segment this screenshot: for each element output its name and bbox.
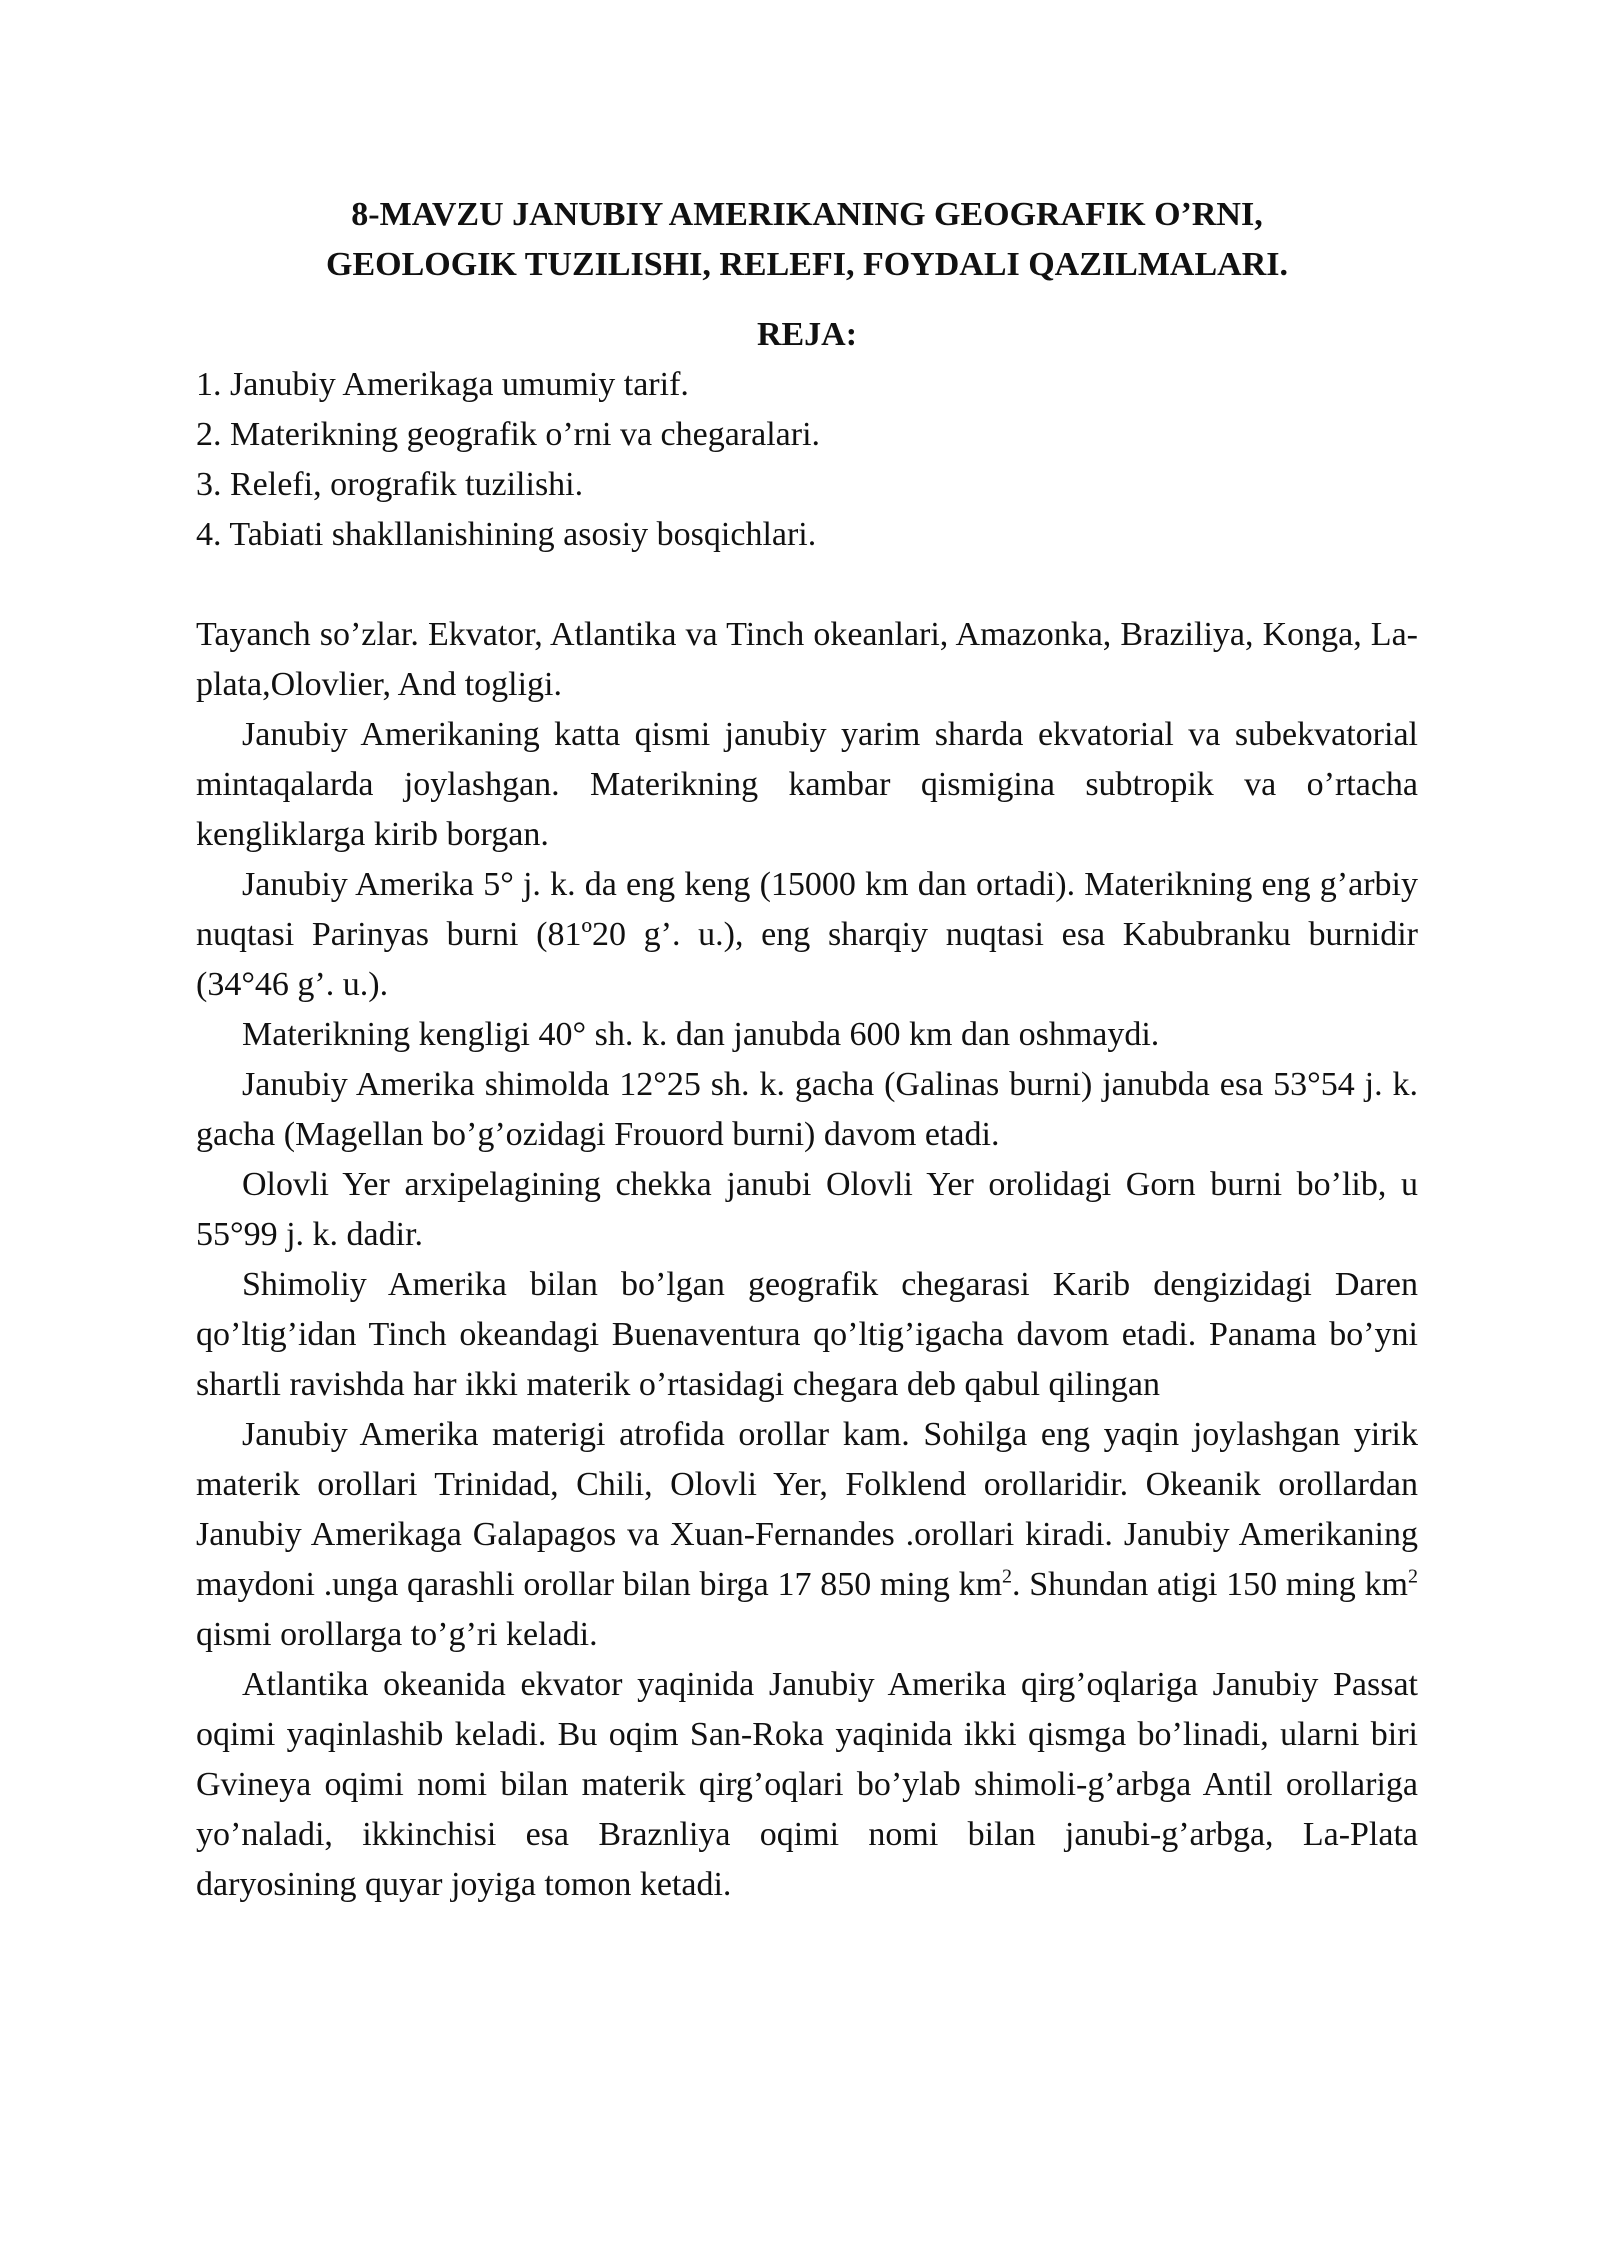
body-paragraph: Janubiy Amerikaning katta qismi janubiy yarim sharda ekvatorial va subekvatorial mintaqalarda joylashgan. Materikning kambar qismigina subtropik va o’rtacha kengliklarga kirib borgan.: [196, 716, 1418, 853]
plan-item: 4. Tabiati shakllanishining asosiy bosqichlari.: [196, 516, 817, 553]
body-paragraph: Shimoliy Amerika bilan bo’lgan geografik chegarasi Karib dengizidagi Daren qo’ltig’idan Tinch okeandagi Buenaventura qo’ltig’igacha davom etadi. Panama bo’yni shartli ravishda har ikki materik o’rtasidagi chegara deb qabul qilingan: [196, 1266, 1418, 1403]
title-line-2: GEOLOGIK TUZILISHI, RELEFI, FOYDALI QAZILMALARI.: [326, 246, 1288, 283]
superscript: 2: [1002, 1565, 1013, 1588]
islands-text-part-2: . Shundan atigi 150 ming km: [1012, 1566, 1408, 1603]
title-line-1: 8-MAVZU JANUBIY AMERIKANING GEOGRAFIK O’RNI,: [351, 196, 1263, 233]
superscript: 2: [1407, 1565, 1418, 1588]
document-title: [196, 190, 1418, 290]
plan-item: 2. Materikning geografik o’rni va chegaralari.: [196, 416, 821, 453]
body-paragraph: Atlantika okeanida ekvator yaqinida Janubiy Amerika qirg’oqlariga Janubiy Passat oqimi yaqinlashib keladi. Bu oqim San-Roka yaqinida ikki qismga bo’linadi, ularni biri Gvineya oqimi nomi bilan materik qirg’oqlari bo’ylab shimoli-g’arbga Antil orollariga yo’naladi, ikkinchisi esa Braznliya oqimi nomi bilan janubi-g’arbga, La-Plata daryosining quyar joyiga tomon ketadi.: [196, 1666, 1418, 1903]
islands-text-part-1: Janubiy Amerika materigi atrofida orollar kam. Sohilga eng yaqin joylashgan yirik materik orollari Trinidad, Chili, Olovli Yer, Folklend orollaridir. Okeanik orollardan Janubiy Amerikaga Galapagos va Xuan-Fernandes .orollari kiradi. Janubiy Amerikaning maydoni .unga qarashli orollar bilan birga 17 850 ming km: [196, 1416, 1418, 1603]
body-paragraph: Janubiy Amerika 5° j. k. da eng keng (15000 km dan ortadi). Materikning eng g’arbiy nuqtasi Parinyas burni (81º20 g’. u.), eng sharqiy nuqtasi esa Kabubranku burnidir (34°46 g’. u.).: [196, 866, 1418, 1003]
plan-item: 1. Janubiy Amerikaga umumiy tarif.: [196, 366, 689, 403]
islands-paragraph: [196, 1410, 1418, 1660]
body-paragraph: Materikning kengligi 40° sh. k. dan janubda 600 km dan oshmaydi.: [242, 1016, 1160, 1053]
plan-heading: REJA:: [756, 316, 858, 353]
islands-text-part-3: qismi orollarga to’g’ri keladi.: [196, 1616, 598, 1653]
body-paragraph: Olovli Yer arxipelagining chekka janubi Olovli Yer orolidagi Gorn burni bo’lib, u 55°99 j. k. dadir.: [196, 1166, 1418, 1253]
plan-list: [196, 360, 1418, 560]
body-paragraph: Janubiy Amerika shimolda 12°25 sh. k. gacha (Galinas burni) janubda esa 53°54 j. k. gacha (Magellan bo’g’ozidagi Frouord burni) davom etadi.: [196, 1066, 1418, 1153]
keywords-paragraph: Tayanch so’zlar. Ekvator, Atlantika va Tinch okeanlari, Amazonka, Braziliya, Konga, La-plata,Olovlier, And togligi.: [196, 616, 1418, 703]
document-page: [196, 190, 1418, 1910]
plan-item: 3. Relefi, orografik tuzilishi.: [196, 466, 584, 503]
